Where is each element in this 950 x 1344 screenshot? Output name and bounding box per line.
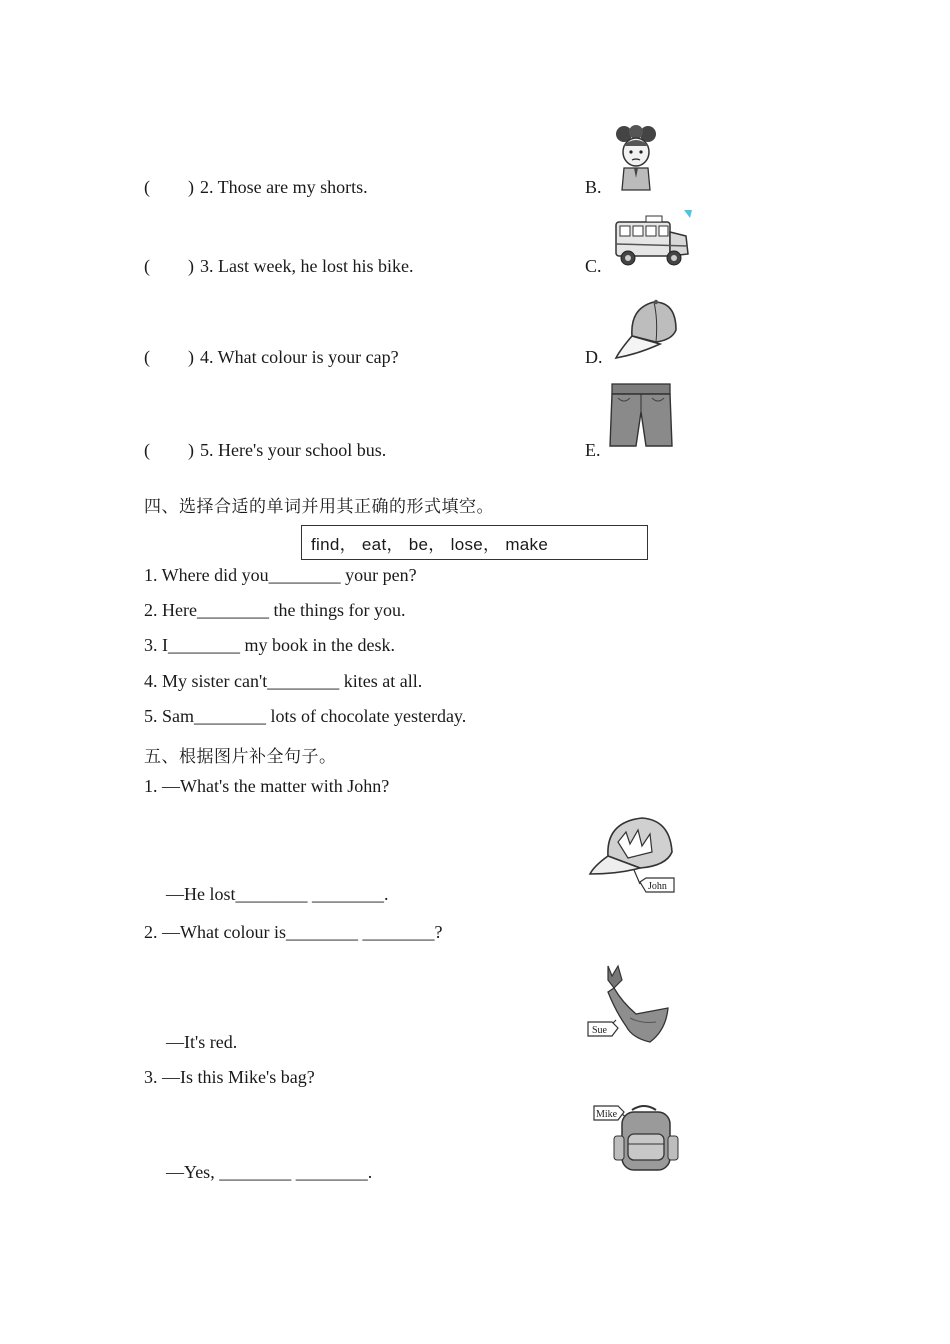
answer-paren-open: ( bbox=[144, 256, 150, 276]
name-tag-john bbox=[640, 878, 674, 892]
shorts-icon bbox=[608, 382, 674, 450]
svg-text:John: John bbox=[648, 881, 667, 892]
section4-heading: 四、选择合适的单词并用其正确的形式填空。 bbox=[144, 497, 494, 517]
option-letter-c: C. bbox=[585, 256, 602, 276]
picture-question-3: 3. —Is this Mike's bag? bbox=[144, 1067, 315, 1087]
fill-sentence-4: 4. My sister can't________ kites at all. bbox=[144, 671, 423, 691]
answer-paren-close: ) bbox=[188, 440, 194, 460]
picture-answer-2: —It's red. bbox=[166, 1032, 238, 1052]
svg-text:Mike: Mike bbox=[596, 1109, 618, 1120]
picture-question-2: 2. —What colour is________ ________? bbox=[144, 922, 443, 942]
name-tag-mike bbox=[594, 1106, 624, 1120]
answer-paren-close: ) bbox=[188, 256, 194, 276]
fill-sentence-5: 5. Sam________ lots of chocolate yesterday. bbox=[144, 706, 467, 726]
fill-sentence-2: 2. Here________ the things for you. bbox=[144, 600, 406, 620]
option-letter-d: D. bbox=[585, 347, 603, 367]
cap-icon bbox=[612, 296, 682, 366]
cap-with-tag-icon bbox=[588, 812, 680, 902]
option-letter-b: B. bbox=[585, 177, 602, 197]
answer-paren-open: ( bbox=[144, 347, 150, 367]
answer-paren-close: ) bbox=[188, 177, 194, 197]
svg-text:Sue: Sue bbox=[592, 1025, 607, 1036]
section5-heading: 五、根据图片补全句子。 bbox=[144, 747, 337, 767]
match-sentence: 5. Here's your school bus. bbox=[200, 440, 387, 460]
name-tag-sue bbox=[588, 1022, 618, 1036]
match-sentence: 2. Those are my shorts. bbox=[200, 177, 368, 197]
word-bank-box bbox=[301, 525, 648, 560]
match-sentence: 3. Last week, he lost his bike. bbox=[200, 256, 414, 276]
picture-question-1: 1. —What's the matter with John? bbox=[144, 776, 390, 796]
picture-answer-3: —Yes, ________ ________. bbox=[166, 1162, 373, 1182]
backpack-with-tag-icon bbox=[592, 1102, 682, 1174]
answer-paren-close: ) bbox=[188, 347, 194, 367]
answer-paren-open: ( bbox=[144, 440, 150, 460]
fill-sentence-3: 3. I________ my book in the desk. bbox=[144, 635, 395, 655]
match-sentence: 4. What colour is your cap? bbox=[200, 347, 399, 367]
word-bank-text: find， eat， be， lose， make bbox=[311, 535, 549, 554]
picture-answer-1: —He lost________ ________. bbox=[166, 884, 389, 904]
school-bus-icon bbox=[612, 208, 694, 270]
option-letter-e: E. bbox=[585, 440, 601, 460]
answer-paren-open: ( bbox=[144, 177, 150, 197]
girl-icon bbox=[612, 124, 662, 192]
fill-sentence-1: 1. Where did you________ your pen? bbox=[144, 565, 417, 585]
dress-with-tag-icon bbox=[586, 962, 676, 1046]
